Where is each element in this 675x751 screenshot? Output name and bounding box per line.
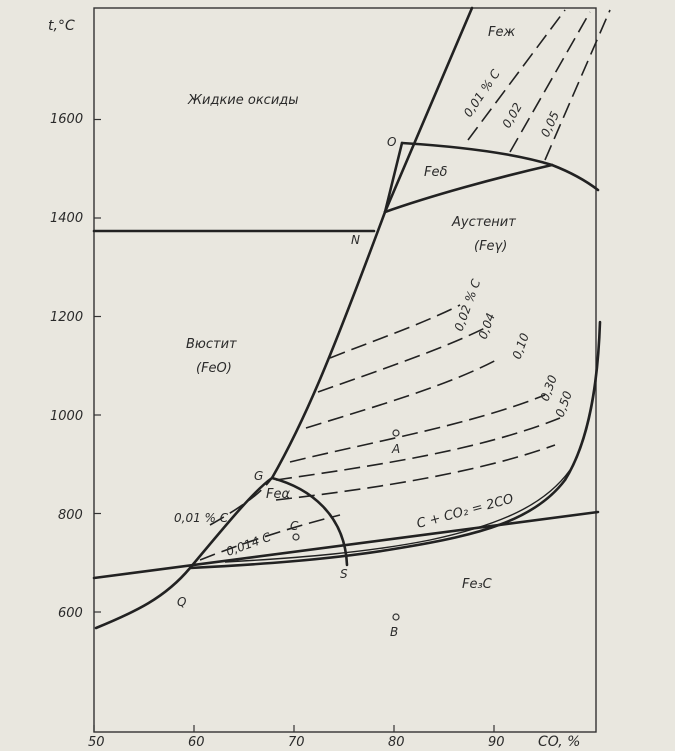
x-tick-80: 80 xyxy=(388,735,405,750)
isoline-austenite-0-10 xyxy=(306,358,500,428)
label-top-0-02: 0,02 xyxy=(499,100,525,131)
tick-marks xyxy=(94,120,494,733)
label-aust-0-10: 0,10 xyxy=(509,331,532,362)
point-a-label: A xyxy=(392,442,401,456)
label-aust-0-50: 0,50 xyxy=(552,389,575,420)
x-tick-60: 60 xyxy=(188,735,205,750)
isoline-austenite-extra xyxy=(276,445,555,500)
y-tick-600: 600 xyxy=(58,606,83,621)
label-liquid-oxides: Жидкие оксиды xyxy=(188,93,299,108)
label-alpha-0-01: 0,01 % C xyxy=(174,511,229,525)
label-fe-delta: Feδ xyxy=(424,165,448,180)
y-tick-1600: 1600 xyxy=(50,112,84,127)
fe-delta-bottom-curve xyxy=(385,165,552,212)
liquid-boundary-line xyxy=(385,8,472,212)
x-tick-90: 90 xyxy=(488,735,505,750)
label-wustite-phase: (FeO) xyxy=(196,361,232,376)
plot-frame xyxy=(94,8,596,732)
point-n-label: N xyxy=(351,233,360,247)
x-tick-50: 50 xyxy=(88,735,105,750)
label-aust-0-02: 0,02 % C xyxy=(451,277,484,334)
label-aust-0-30: 0,30 xyxy=(537,373,560,404)
isoline-austenite-0-04 xyxy=(318,328,485,392)
point-a-marker xyxy=(393,430,399,436)
point-g-label: G xyxy=(254,469,264,483)
label-wustite: Вюстит xyxy=(186,337,237,352)
label-fe3c: Fe₃C xyxy=(462,577,492,592)
y-tick-1200: 1200 xyxy=(50,310,84,325)
point-b-marker xyxy=(393,614,399,620)
label-fe-liquid: Feж xyxy=(488,25,516,40)
y-tick-1000: 1000 xyxy=(50,409,84,424)
label-aust-0-04: 0,04 xyxy=(475,311,498,342)
point-b-label: B xyxy=(390,625,399,639)
y-tick-1400: 1400 xyxy=(50,211,84,226)
point-o-label: O xyxy=(387,135,397,149)
isoline-austenite-0-02 xyxy=(330,305,460,358)
label-austenite: Аустенит xyxy=(452,215,516,230)
isoline-top-0-05 xyxy=(545,10,610,160)
isoline-austenite-0-50 xyxy=(276,418,560,480)
isoline-austenite-0-30 xyxy=(290,395,545,462)
point-c-marker xyxy=(293,534,299,540)
label-austenite-phase: (Feγ) xyxy=(474,239,508,254)
point-q-label: Q xyxy=(177,595,187,609)
y-axis-title: t,°C xyxy=(48,18,75,34)
x-axis-title: CO, % xyxy=(538,734,581,750)
point-c-label: C xyxy=(290,519,299,533)
label-boudouard: C + CO₂ = 2CO xyxy=(415,491,516,532)
label-top-0-05: 0,05 xyxy=(538,109,563,140)
point-s-label: S xyxy=(340,567,348,581)
label-top-0-01: 0,01 % C xyxy=(460,66,503,120)
label-fe-alpha: Feα xyxy=(266,487,291,502)
label-alpha-0-014: 0,014 C xyxy=(224,529,273,559)
y-tick-800: 800 xyxy=(58,508,83,523)
x-tick-70: 70 xyxy=(288,735,305,750)
